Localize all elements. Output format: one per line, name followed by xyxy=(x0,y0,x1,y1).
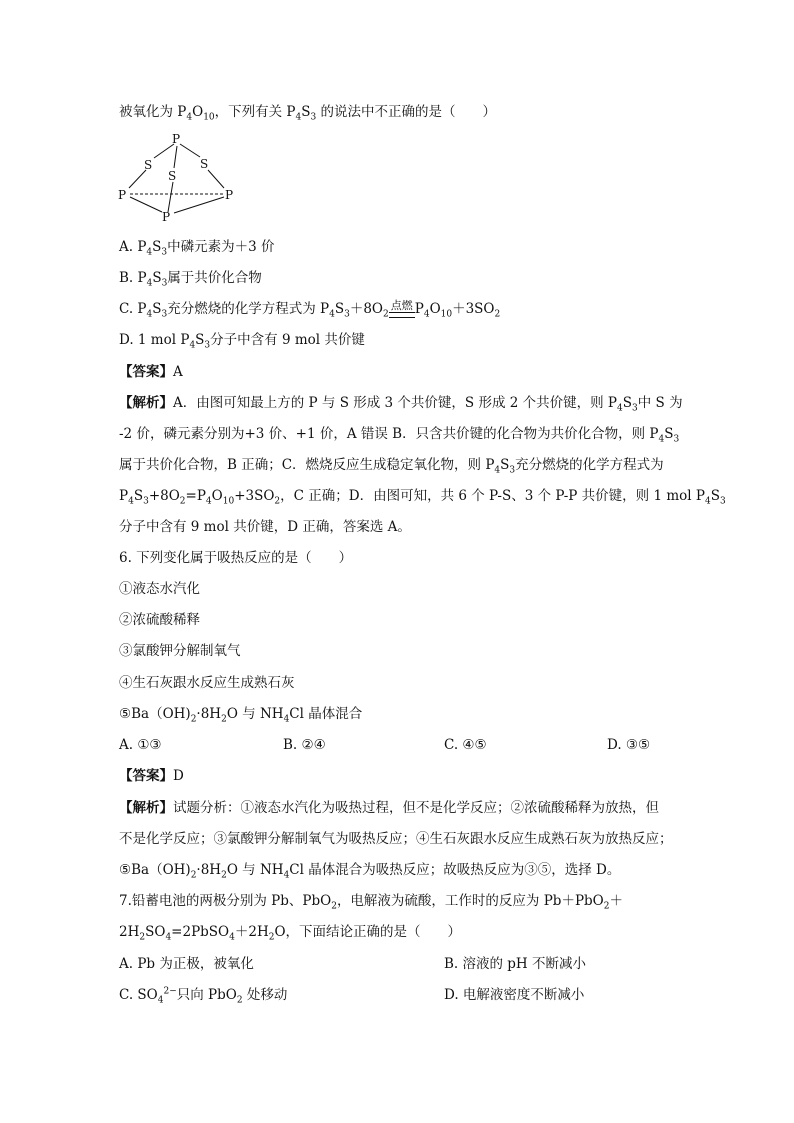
q5-analysis-line-4: $P_4S_3+8O_2=P_4O_{10}+3SO_2$，C 正确；D．由图可知，共 6 个 P-S、3 个 P-P 共价键，则 1 mol $P_4S_3$ xyxy=(119,488,726,507)
q5-analysis-line-2: -2 价，磷元素分别为+3 价、+1 价，A 错误 B．只含共价键的化合物为共价化合物，则 $P_4S_3$ xyxy=(119,426,680,445)
q5-option-d: D. 1 mol $P_4S_3$分子中含有 9 mol 共价键 xyxy=(119,332,365,351)
q6-stem: 6. 下列变化属于吸热反应的是（ ） xyxy=(119,550,353,566)
q6-analysis-line-1: 【解析】试题分析：①液态水汽化为吸热过程，但不是化学反应；②浓硫酸稀释为放热，但 xyxy=(119,800,659,816)
q6-analysis-line-3: $⑤Ba(OH)_2\cdot 8H_2O$ 与 $NH_4Cl$ 晶体混合为吸热反应；故吸热反应为③⑤，选择 D。 xyxy=(119,862,621,881)
q7-option-a: A. Pb 为正极，被氧化 xyxy=(119,956,254,972)
q7-option-b: B. 溶液的 pH 不断减小 xyxy=(444,956,587,972)
atom-s-left: S xyxy=(144,158,153,172)
reaction-condition: 点燃 xyxy=(389,299,415,320)
atom-s-middle: S xyxy=(168,169,177,183)
q5-stem: 被氧化为 $P_4O_{10}$，下列有关 $P_4S_3$ 的说法中不正确的是（ ） xyxy=(119,104,497,123)
atom-p-right: P xyxy=(225,188,234,202)
atom-p-left: P xyxy=(118,188,127,202)
q5-analysis-line-5: 分子中含有 9 mol 共价键，D 正确，答案选 A。 xyxy=(119,519,411,535)
q6-item-5: $⑤Ba(OH)_2\cdot 8H_2O$ 与 $NH_4Cl$ 晶体混合 xyxy=(119,706,363,725)
q6-item-1: ①液态水汽化 xyxy=(119,581,200,597)
q5-option-c: C. $P_4S_3$充分燃烧的化学方程式为 $P_4S_3+8O_2^{点燃}$ $P_4O_{10}+3SO_2$ xyxy=(119,299,501,320)
atom-p-bottom: P xyxy=(162,210,171,222)
q5-option-a: A. $P_4S_3$中磷元素为＋3 价 xyxy=(119,239,275,258)
q7-stem-line-2: $2H_2SO_4=2PbSO_4+2H_2O$，下面结论正确的是（ ） xyxy=(119,924,462,943)
q6-option-c: C. ④⑤ xyxy=(444,737,487,753)
q6-item-2: ②浓硫酸稀释 xyxy=(119,612,200,628)
q5-option-b: B. $P_4S_3$属于共价化合物 xyxy=(119,270,262,289)
q7-stem-line-1: 7.铅蓄电池的两极分别为 Pb、PbO$_2$，电解液为硫酸，工作时的反应为 Pb＋PbO$_2$＋ xyxy=(119,893,623,912)
q6-analysis-line-2: 不是化学反应；③氯酸钾分解制氧气为吸热反应；④生石灰跟水反应生成熟石灰为放热反应； xyxy=(119,831,673,847)
q7-option-d: D. 电解液密度不断减小 xyxy=(444,987,585,1003)
q6-option-a: A. ①③ xyxy=(119,737,162,753)
atom-s-right: S xyxy=(200,157,209,171)
q5-answer: 【答案】A xyxy=(119,364,183,380)
q6-option-d: D. ③⑤ xyxy=(607,737,651,753)
p4s3-structure-diagram xyxy=(112,130,242,222)
q7-option-c: C. $SO_4^{2-}$只向 PbO$_2$ 处移动 xyxy=(119,986,288,1006)
q6-answer: 【答案】D xyxy=(119,768,184,784)
q6-option-b: B. ②④ xyxy=(283,737,326,753)
q6-item-4: ④生石灰跟水反应生成熟石灰 xyxy=(119,675,295,691)
atom-p-top: P xyxy=(172,132,181,146)
q5-analysis-line-1: 【解析】A．由图可知最上方的 P 与 S 形成 3 个共价键，S 形成 2 个共价键，则 $P_4S_3$中 S 为 xyxy=(119,395,683,414)
q5-analysis-line-3: 属于共价化合物，B 正确；C．燃烧反应生成稳定氧化物，则 $P_4S_3$充分燃烧的化学方程式为 xyxy=(119,457,664,476)
q6-item-3: ③氯酸钾分解制氧气 xyxy=(119,643,241,659)
